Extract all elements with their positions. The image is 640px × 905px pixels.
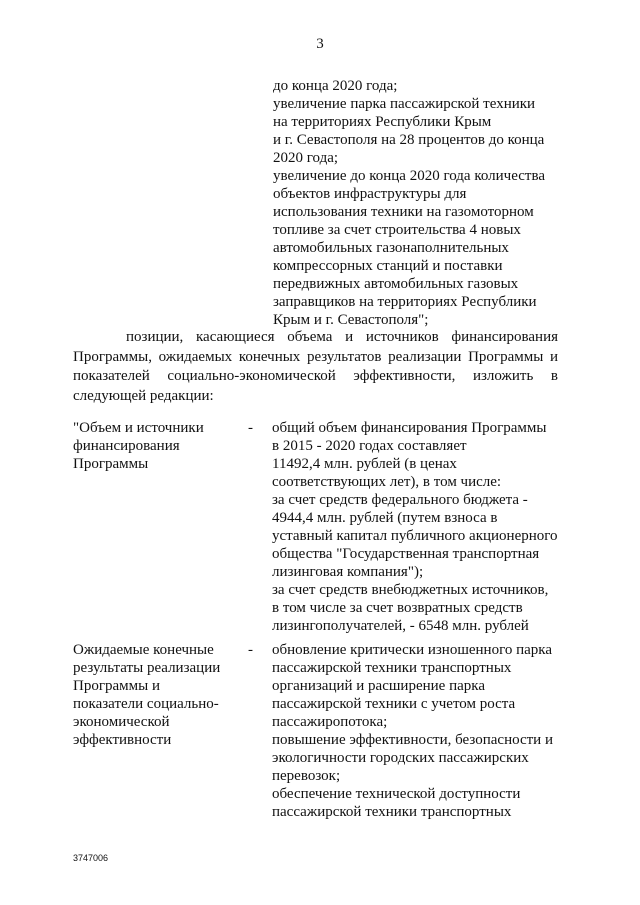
text-line: объектов инфраструктуры для <box>273 186 467 202</box>
text-line: передвижных автомобильных газовых <box>273 276 519 292</box>
label-line: результаты реализации <box>73 660 221 676</box>
paragraph-line: Программы, ожидаемых конечных результатов реализации Программы и <box>73 348 558 365</box>
label-line: Программы <box>73 456 149 472</box>
value-line: обеспечение технической доступности <box>272 786 521 802</box>
value-line: экологичности городских пассажирских <box>272 750 529 766</box>
value-line: пассажирской техники с учетом роста <box>272 696 516 712</box>
value-line: пассажирской техники транспортных <box>272 804 512 820</box>
label-line: экономической <box>73 714 170 730</box>
document-code: 3747006 <box>73 853 109 863</box>
value-line: лизингополучателей, - 6548 млн. рублей <box>272 618 529 634</box>
text-line: на территориях Республики Крым <box>273 114 492 130</box>
value-line: за счет средств федерального бюджета - <box>272 492 528 508</box>
text-line: и г. Севастополя на 28 процентов до конца <box>273 132 545 148</box>
label-line: финансирования <box>73 438 180 454</box>
value-line: 4944,4 млн. рублей (путем взноса в <box>272 510 498 526</box>
label-line: "Объем и источники <box>73 420 204 436</box>
page-number: 3 <box>316 36 324 52</box>
paragraph-line: показателей социально-экономической эффективности, изложить в <box>73 368 558 384</box>
value-line: перевозок; <box>272 768 341 784</box>
text-line: автомобильных газонаполнительных <box>273 240 509 256</box>
value-line: уставный капитал публичного акционерного <box>272 528 558 544</box>
row-label <box>73 419 243 473</box>
value-line: общий объем финансирования Программы <box>272 420 547 436</box>
row-value <box>272 419 572 635</box>
value-line: в 2015 - 2020 годах составляет <box>272 438 467 454</box>
row-dash: - <box>248 642 253 658</box>
row-dash: - <box>248 420 253 436</box>
paragraph-line: позиции, касающиеся объема и источников финансирования <box>126 329 558 345</box>
text-line: увеличение парка пассажирской техники <box>273 96 536 112</box>
instruction-paragraph <box>73 328 558 406</box>
value-line: пассажирской техники транспортных <box>272 660 512 676</box>
text-line: до конца 2020 года; <box>273 78 398 94</box>
value-line: повышение эффективности, безопасности и <box>272 732 553 748</box>
value-line: пассажиропотока; <box>272 714 388 730</box>
label-line: эффективности <box>73 732 172 748</box>
value-line: лизинговая компания"); <box>272 564 424 580</box>
continued-target-block <box>273 77 603 329</box>
value-line: соответствующих лет), в том числе: <box>272 474 502 490</box>
value-line: обновление критически изношенного парка <box>272 642 553 658</box>
label-line: Ожидаемые конечные <box>73 642 214 658</box>
value-line: за счет средств внебюджетных источников, <box>272 582 549 598</box>
text-line: 2020 года; <box>273 150 339 166</box>
row-value <box>272 641 572 821</box>
text-line: топливе за счет строительства 4 новых <box>273 222 521 238</box>
value-line: общества "Государственная транспортная <box>272 546 540 562</box>
text-line: заправщиков на территориях Республики <box>273 294 537 310</box>
value-line: в том числе за счет возвратных средств <box>272 600 523 616</box>
row-label <box>73 641 243 749</box>
label-line: показатели социально- <box>73 696 219 712</box>
value-line: организаций и расширение парка <box>272 678 485 694</box>
value-line: 11492,4 млн. рублей (в ценах <box>272 456 457 472</box>
text-line: использования техники на газомоторном <box>273 204 534 220</box>
text-line: Крым и г. Севастополя"; <box>273 312 429 328</box>
paragraph-line: следующей редакции: <box>73 387 214 404</box>
text-line: увеличение до конца 2020 года количества <box>273 168 546 184</box>
label-line: Программы и <box>73 678 160 694</box>
text-line: компрессорных станций и поставки <box>273 258 503 274</box>
